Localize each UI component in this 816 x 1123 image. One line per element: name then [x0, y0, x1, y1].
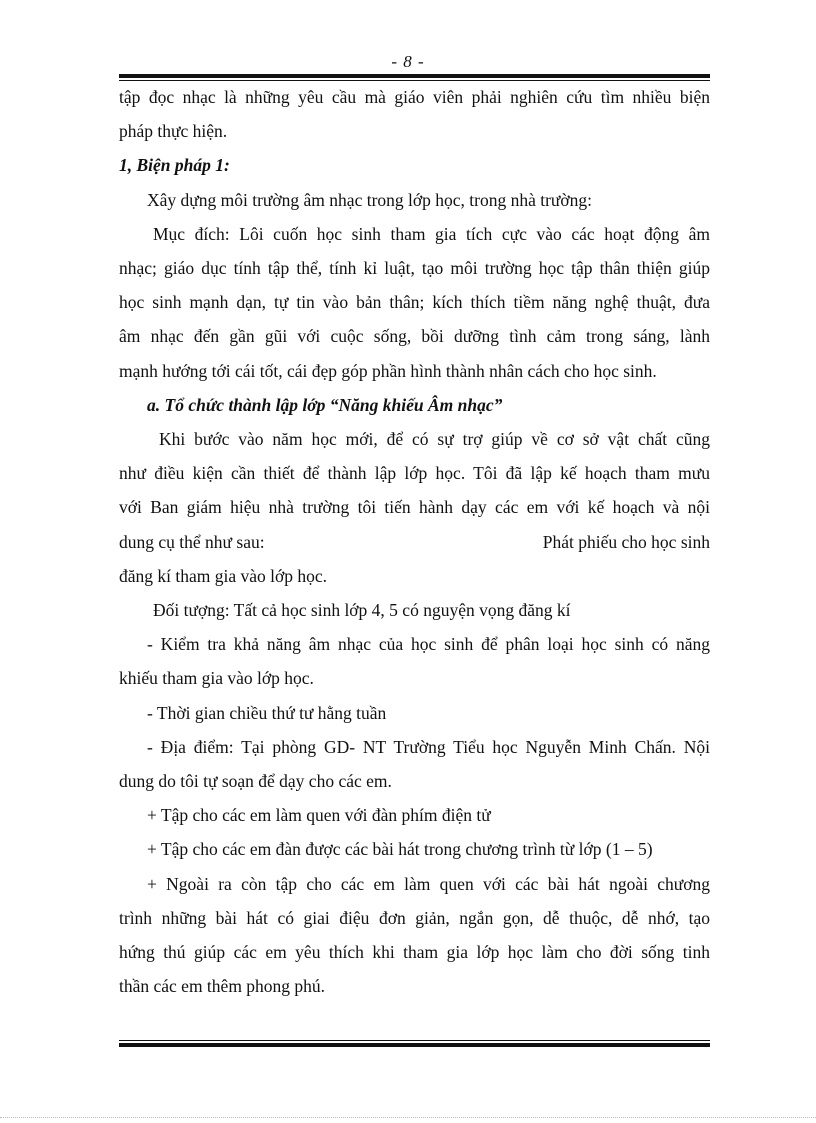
text-line: âm nhạc đến gần gũi với cuộc sống, bồi dưỡng tình cảm trong sáng, lành — [119, 326, 710, 347]
text-line: đăng kí tham gia vào lớp học. — [119, 565, 328, 586]
subsection-heading: a. Tổ chức thành lập lớp “Năng khiếu Âm nhạc” — [147, 394, 503, 415]
text-line: thần các em thêm phong phú. — [119, 976, 326, 997]
text-line: + Ngoài ra còn tập cho các em làm quen với các bài hát ngoài chương — [147, 873, 710, 894]
text-line: Xây dựng môi trường âm nhạc trong lớp học, trong nhà trường: — [147, 189, 593, 210]
document-body — [119, 80, 710, 1003]
text-line: hứng thú giúp các em yêu thích khi tham gia lớp học làm cho đời sống tinh — [119, 942, 710, 963]
text-line: nhạc; giáo dục tính tập thể, tính kỉ luật, tạo môi trường học tập thân thiện giúp — [119, 258, 710, 279]
text-line: dung do tôi tự soạn để dạy cho các em. — [119, 771, 392, 792]
section-heading: 1, Biện pháp 1: — [119, 155, 230, 176]
text-line: trình những bài hát có giai điệu đơn giản, ngắn gọn, dễ thuộc, dễ nhớ, tạo — [119, 907, 710, 928]
page-edge-divider — [0, 1117, 816, 1118]
text-line: học sinh mạnh dạn, tự tin vào bản thân; kích thích tiềm năng nghệ thuật, đưa — [119, 292, 710, 313]
footer-rule — [119, 1040, 710, 1047]
page-number: - 8 - — [391, 52, 425, 71]
text-line: tập đọc nhạc là những yêu cầu mà giáo viên phải nghiên cứu tìm nhiều biện — [119, 87, 710, 107]
text-line: pháp thực hiện. — [119, 121, 228, 142]
text-segment: dung cụ thể như sau: — [119, 531, 265, 552]
text-line: với Ban giám hiệu nhà trường tôi tiến hành dạy các em với kế hoạch và nội — [119, 497, 710, 518]
text-line: - Thời gian chiều thứ tư hằng tuần — [147, 702, 387, 723]
text-line: mạnh hướng tới cái tốt, cái đẹp góp phần hình thành nhân cách cho học sinh. — [119, 360, 657, 381]
text-line: - Kiểm tra khả năng âm nhạc của học sinh để phân loại học sinh có năng — [147, 634, 710, 655]
text-line: Đối tượng: Tất cả học sinh lớp 4, 5 có nguyện vọng đăng kí — [153, 600, 571, 621]
text-line: + Tập cho các em đàn được các bài hát trong chương trình từ lớp (1 – 5) — [147, 839, 653, 860]
text-segment: Phát phiếu cho học sinh — [542, 531, 710, 552]
text-line: - Địa điểm: Tại phòng GD- NT Trường Tiểu học Nguyễn Minh Chấn. Nội — [147, 736, 710, 757]
text-line: + Tập cho các em làm quen với đàn phím điện tử — [147, 805, 491, 826]
text-line: Khi bước vào năm học mới, để có sự trợ giúp về cơ sở vật chất cũng — [159, 429, 710, 450]
text-line: như điều kiện cần thiết để thành lập lớp học. Tôi đã lập kế hoạch tham mưu — [119, 463, 710, 484]
text-line-split — [119, 525, 710, 559]
text-line: Mục đích: Lôi cuốn học sinh tham gia tích cực vào các hoạt động âm — [153, 223, 710, 244]
text-line: khiếu tham gia vào lớp học. — [119, 668, 314, 689]
